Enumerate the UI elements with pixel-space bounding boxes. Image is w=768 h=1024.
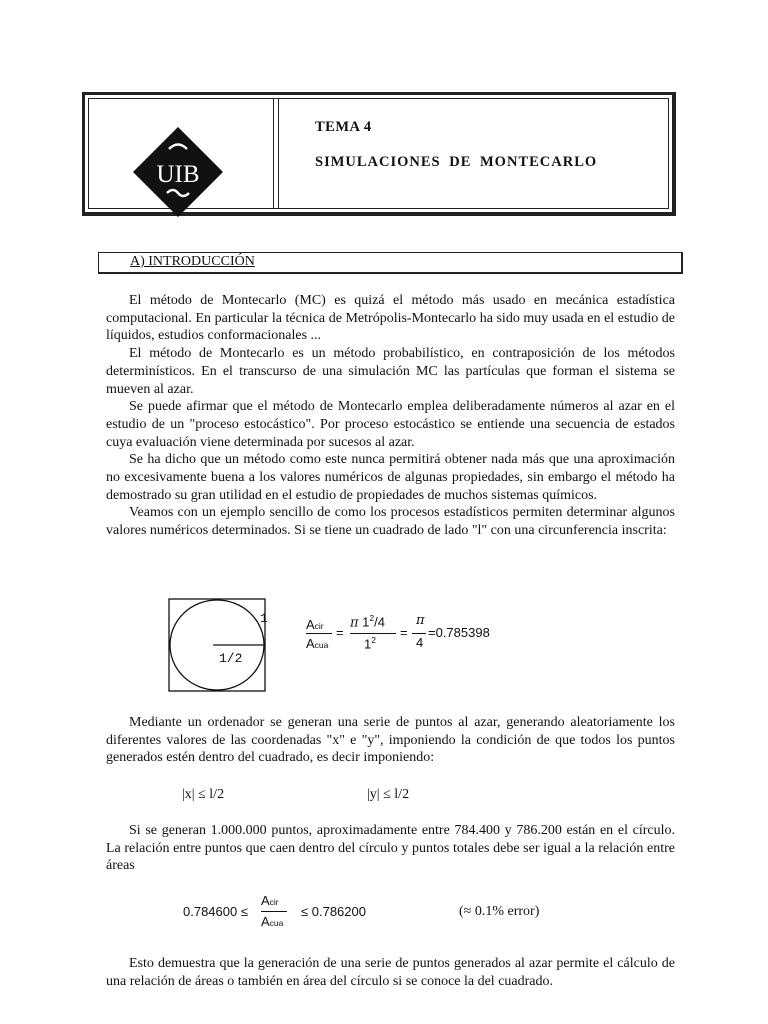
numerator-mid: π $1^2/4$ [350, 613, 385, 631]
section-heading-box [98, 252, 683, 274]
paragraph: Se puede afirmar que el método de Montecarlo emplea deliberadamente números al azar en el estudio de un "proceso estocástico". Por proceso estocástico se entiende una secuencia de estados cuya evaluación viene determinada por sucesos al azar. [106, 399, 675, 450]
denominator-mid: $1^2$ [364, 635, 376, 652]
side-label: 1 [260, 611, 268, 626]
fraction-bar [350, 633, 396, 634]
document-header [82, 92, 676, 216]
page-title: SIMULACIONES DE MONTECARLO [315, 154, 598, 170]
paragraph: Si se generan 1.000.000 puntos, aproximadamente entre 784.400 y 786.200 están en el círculo. La relación entre puntos que caen dentro del círculo y puntos totales debe ser igual a la relación entre áreas [106, 823, 675, 874]
denominator-left: Acua [306, 636, 329, 651]
paragraph: El método de Montecarlo (MC) es quizá el método más usado en mecánica estadística computacional. En particular la técnica de Metrópolis-Montecarlo ha sido muy usada en el estudio de líquidos, estudios conformacionales ... [106, 293, 675, 344]
bound-numerator: Acir [261, 893, 279, 908]
inscribed-circle-figure [168, 598, 266, 692]
equals-sign: = [336, 625, 344, 640]
header-divider [273, 99, 279, 208]
fraction-bar [306, 633, 332, 634]
final-text [106, 955, 675, 990]
intro-text [106, 292, 675, 540]
paragraph: El método de Montecarlo es un método probabilístico, en contraposición de los métodos determinísticos. En el transcurso de una simulación MC las partículas que forman el sistema se mueven al azar. [106, 346, 675, 397]
numerator-left: Acir [306, 617, 324, 632]
error-note: (≈ 0.1% error) [459, 904, 540, 919]
bound-denominator: Acua [261, 914, 284, 929]
paragraph: Veamos con un ejemplo sencillo de como los procesos estadísticos permiten determinar algunos valores numéricos determinados. Si se tiene un cuadrado de lado "l" con una circunferencia inscrita: [106, 505, 675, 539]
paragraph: Esto demuestra que la generación de una serie de puntos generados al azar permite el cálculo de una relación de áreas o también en área del círculo si se conoce la del cuadrado. [106, 956, 675, 989]
middle-text [106, 714, 675, 767]
equals-sign: = [400, 625, 408, 640]
lower-bound: 0.784600 ≤ [183, 904, 248, 919]
uib-logo [133, 127, 223, 217]
condition-y: |y| ≤ l/2 [367, 787, 410, 802]
fraction-bar [261, 911, 287, 912]
paragraph: Mediante un ordenador se generan una serie de puntos al azar, generando aleatoriamente los diferentes valores de las coordenadas "x" e "y", imponiendo la condición de que todos los puntos generados estén dentro del cuadrado, es decir imponiendo: [106, 715, 675, 766]
fraction-bar [412, 633, 426, 634]
ratio-result: =0.785398 [428, 625, 490, 640]
section-heading: A) INTRODUCCIÓN [130, 254, 255, 269]
paragraph: Se ha dicho que un método como este nunca permitirá obtener nada más que una aproximación no excesivamente buena a los valores numéricos de algunas propiedades, sin embargo el método ha demostrado su gran utilidad en el estudio de propiedades de muchos sistemas químicos. [106, 452, 675, 503]
result-text [106, 822, 675, 875]
header-frame [88, 98, 669, 209]
tema-label: TEMA 4 [315, 119, 372, 135]
condition-x: |x| ≤ l/2 [182, 787, 225, 802]
radius-label: 1/2 [219, 651, 243, 666]
numerator-pi: π [416, 613, 425, 628]
upper-bound: ≤ 0.786200 [301, 904, 366, 919]
svg-text:UIB: UIB [156, 161, 200, 188]
denominator-right: 4 [416, 635, 424, 650]
